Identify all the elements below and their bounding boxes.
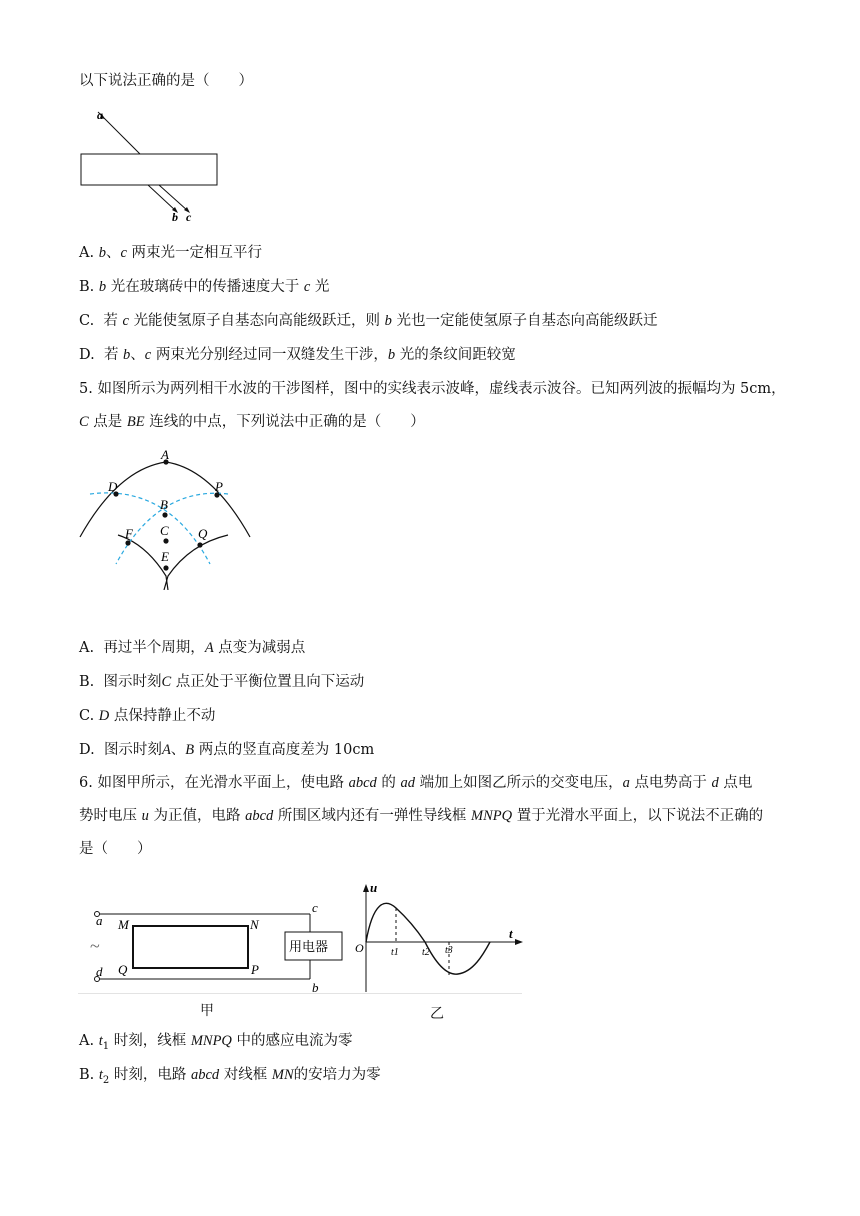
label-c: c bbox=[312, 902, 318, 915]
q5-stem-line2: C 点是 BE 连线的中点，下列说法中正确的是（ ） bbox=[79, 414, 425, 430]
q6-stem-line1: 6. 如图甲所示，在光滑水平面上，使电路 abcd 的 ad 端加上如图乙所示的交变电压，a 点电势高于 d 点电 bbox=[79, 775, 753, 791]
q5-option-c: C. D 点保持静止不动 bbox=[79, 708, 216, 724]
label-P: P bbox=[251, 962, 259, 977]
q6-voltage-graph bbox=[355, 880, 525, 994]
q4-option-a: A. b、c 两束光一定相互平行 bbox=[79, 245, 262, 261]
device-label: 用电器 bbox=[289, 939, 329, 954]
label-c: c bbox=[186, 210, 192, 224]
label-a: a bbox=[97, 108, 103, 122]
label-F: F bbox=[125, 526, 133, 541]
label-A: A bbox=[161, 447, 169, 462]
axis-label-u: u bbox=[370, 880, 378, 895]
label-d: d bbox=[96, 964, 103, 979]
label-b: b bbox=[312, 980, 319, 994]
axis-label-t: t bbox=[509, 926, 513, 941]
label-N: N bbox=[250, 917, 259, 932]
figure-divider bbox=[78, 993, 522, 994]
q6-circuit-figure bbox=[78, 902, 360, 994]
tick-t1: t1 bbox=[391, 947, 399, 958]
q6-stem-line2: 势时电压 u 为正值，电路 abcd 所围区域内还有一弹性导线框 MNPQ 置于光滑水平面上，以下说法不正确的 bbox=[79, 808, 764, 824]
label-B: B bbox=[160, 497, 168, 512]
label-a: a bbox=[96, 913, 103, 928]
q4-stem: 以下说法正确的是（ ） bbox=[79, 73, 253, 89]
caption-yi: 乙 bbox=[430, 1006, 444, 1022]
label-C: C bbox=[160, 523, 169, 538]
tick-t2: t2 bbox=[422, 947, 430, 958]
label-Q: Q bbox=[198, 526, 208, 541]
caption-jia: 甲 bbox=[200, 1003, 214, 1019]
label-Q: Q bbox=[118, 962, 128, 977]
q6-option-b: B. $t_2$ 时刻，电路 abcd 对线框 MN的安培力为零 bbox=[79, 1067, 381, 1086]
q4-option-d: D. 若 b、c 两束光分别经过同一双缝发生干涉，b 光的条纹间距较宽 bbox=[79, 347, 516, 363]
label-E: E bbox=[161, 549, 169, 564]
label-D: D bbox=[108, 479, 118, 494]
q5-interference-figure bbox=[78, 444, 258, 590]
q5-option-a: A. 再过半个周期，A 点变为减弱点 bbox=[79, 640, 306, 656]
q5-option-d: D. 图示时刻A、B 两点的竖直高度差为 10cm bbox=[79, 742, 375, 758]
tick-t3: t3 bbox=[445, 945, 453, 956]
q6-stem-line3: 是（ ） bbox=[79, 841, 152, 857]
q5-option-b: B. 图示时刻C 点正处于平衡位置且向下运动 bbox=[79, 674, 365, 690]
ac-source-tilde: ~ bbox=[90, 936, 100, 956]
q5-stem-line1: 5. 如图所示为两列相干水波的干涉图样，图中的实线表示波峰，虚线表示波谷。已知两列波的振幅均为 5cm， bbox=[79, 381, 786, 397]
q6-option-a: A. $t_1$ 时刻，线框 MNPQ 中的感应电流为零 bbox=[79, 1033, 353, 1052]
q4-glass-block-figure bbox=[78, 105, 228, 225]
label-P: P bbox=[215, 479, 223, 494]
label-b: b bbox=[172, 210, 178, 224]
label-M: M bbox=[118, 917, 129, 932]
origin-label: O bbox=[355, 941, 364, 955]
q4-option-c: C. 若 c 光能使氢原子自基态向高能级跃迁，则 b 光也一定能使氢原子自基态向高能级跃迁 bbox=[79, 313, 658, 329]
q4-option-b: B. b 光在玻璃砖中的传播速度大于 c 光 bbox=[79, 279, 330, 295]
